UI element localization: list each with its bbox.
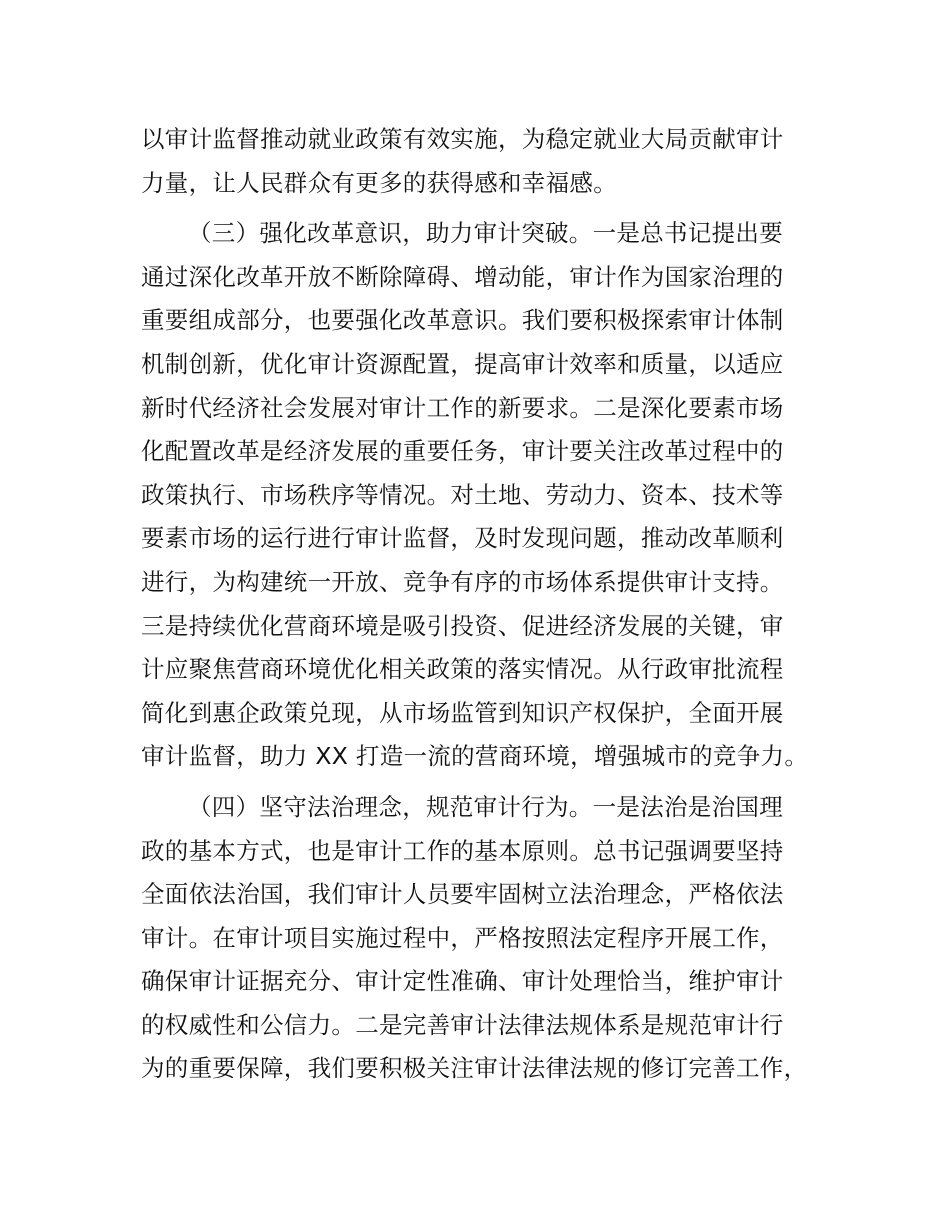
text-line: （四）坚守法治理念，规范审计行为。一是法治是治国理 — [188, 792, 783, 821]
document-body — [141, 118, 831, 1091]
text-line: 新时代经济社会发展对审计工作的新要求。二是深化要素市场 — [141, 393, 784, 422]
text-line: 化配置改革是经济发展的重要任务，审计要关注改革过程中的 — [141, 437, 784, 466]
text-line: 简化到惠企政策兑现，从市场监管到知识产权保护，全面开展 — [141, 698, 784, 727]
text-line: 审计监督，助力 XX 打造一流的营商环境，增强城市的竞争力。 — [141, 742, 809, 771]
text-line: 要素市场的运行进行审计监督，及时发现问题，推动改革顺利 — [141, 524, 784, 553]
text-line: （三）强化改革意识，助力审计突破。一是总书记提出要 — [188, 219, 783, 248]
text-line: 三是持续优化营商环境是吸引投资、促进经济发展的关键，审 — [141, 611, 784, 640]
text-line: 重要组成部分，也要强化改革意识。我们要积极探索审计体制 — [141, 306, 784, 335]
text-line: 审计。在审计项目实施过程中，严格按照法定程序开展工作， — [141, 923, 784, 952]
paragraph-2 — [141, 212, 831, 779]
paragraph-1 — [141, 118, 831, 205]
text-line: 为的重要保障，我们要积极关注审计法律法规的修订完善工作， — [141, 1054, 808, 1083]
text-line: 计应聚焦营商环境优化相关政策的落实情况。从行政审批流程 — [141, 655, 784, 684]
text-line: 政的基本方式，也是审计工作的基本原则。总书记强调要坚持 — [141, 836, 784, 865]
paragraph-3 — [141, 786, 831, 1091]
text-line: 机制创新，优化审计资源配置，提高审计效率和质量，以适应 — [141, 349, 784, 378]
text-line: 确保审计证据充分、审计定性准确、审计处理恰当，维护审计 — [141, 967, 784, 996]
text-line: 进行，为构建统一开放、竞争有序的市场体系提供审计支持。 — [141, 567, 784, 596]
text-line: 的权威性和公信力。二是完善审计法律法规体系是规范审计行 — [141, 1010, 784, 1039]
text-line: 以审计监督推动就业政策有效实施，为稳定就业大局贡献审计 — [141, 125, 784, 153]
text-line: 政策执行、市场秩序等情况。对土地、劳动力、资本、技术等 — [141, 480, 784, 509]
text-line: 全面依法治国，我们审计人员要牢固树立法治理念，严格依法 — [141, 880, 784, 909]
text-line: 力量，让人民群众有更多的获得感和幸福感。 — [141, 168, 617, 197]
text-line: 通过深化改革开放不断除障碍、增动能，审计作为国家治理的 — [141, 262, 784, 291]
